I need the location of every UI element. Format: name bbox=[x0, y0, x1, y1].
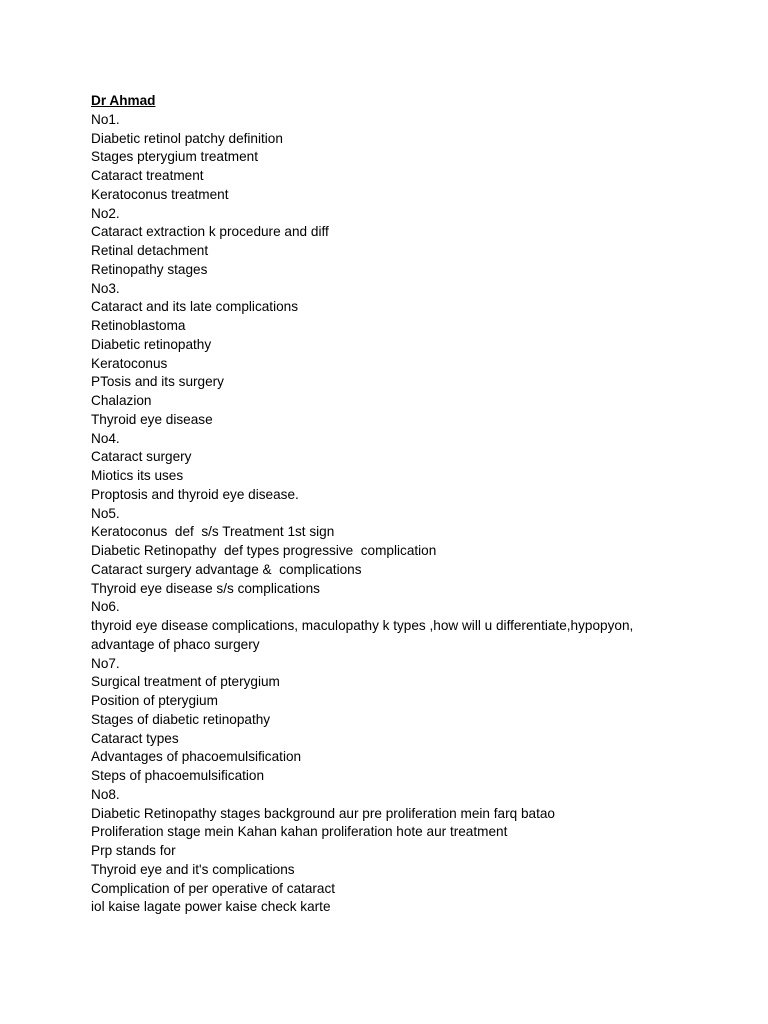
question-line: Surgical treatment of pterygium bbox=[91, 674, 280, 690]
question-line: Proptosis and thyroid eye disease. bbox=[91, 486, 299, 502]
question-line: advantage of phaco surgery bbox=[91, 636, 260, 652]
section-number: No2. bbox=[91, 205, 120, 221]
question-line: Prp stands for bbox=[91, 843, 176, 858]
question-line: Thyroid eye disease bbox=[91, 411, 213, 427]
question-line: Keratoconus def s/s Treatment 1st sign bbox=[91, 524, 335, 540]
question-line: Stages pterygium treatment bbox=[91, 149, 258, 165]
question-line: Stages of diabetic retinopathy bbox=[91, 711, 271, 727]
question-line: Diabetic Retinopathy def types progressive complication bbox=[91, 543, 437, 558]
question-line: Cataract types bbox=[91, 730, 179, 746]
question-line: Thyroid eye disease s/s complications bbox=[91, 580, 320, 596]
question-line: Cataract treatment bbox=[91, 168, 204, 183]
question-line: Diabetic retinol patchy definition bbox=[91, 130, 283, 146]
question-line: Position of pterygium bbox=[91, 693, 218, 708]
section-number: No6. bbox=[91, 599, 120, 615]
question-line: Advantages of phacoemulsification bbox=[91, 749, 302, 765]
question-line: Cataract extraction k procedure and diff bbox=[91, 224, 329, 240]
question-line: thyroid eye disease complications, maculopathy k types ,how will u differentiate,hypopyon, bbox=[91, 618, 634, 633]
question-line: Cataract surgery bbox=[91, 449, 192, 465]
question-line: Retinoblastoma bbox=[91, 318, 186, 333]
question-line: Complication of per operative of cataract bbox=[91, 880, 336, 896]
section-number: No3. bbox=[91, 280, 120, 296]
question-line: Proliferation stage mein Kahan kahan proliferation hote aur treatment bbox=[91, 824, 508, 840]
question-line: Keratoconus treatment bbox=[91, 186, 229, 202]
question-line: Steps of phacoemulsification bbox=[91, 768, 265, 783]
section-number: No5. bbox=[91, 505, 120, 521]
question-line: Cataract surgery advantage & complications bbox=[91, 561, 362, 577]
question-line: Cataract and its late complications bbox=[91, 299, 299, 315]
section-number: No8. bbox=[91, 786, 120, 802]
document-body bbox=[91, 92, 731, 917]
question-line: Retinopathy stages bbox=[91, 261, 208, 277]
question-line: iol kaise lagate power kaise check karte bbox=[91, 899, 331, 915]
question-line: Keratoconus bbox=[91, 355, 168, 371]
section-number: No1. bbox=[91, 111, 120, 127]
document-title: Dr Ahmad bbox=[91, 93, 156, 108]
question-line: Retinal detachment bbox=[91, 243, 209, 258]
question-list bbox=[91, 111, 731, 917]
question-line: PTosis and its surgery bbox=[91, 374, 224, 390]
question-line: Diabetic Retinopathy stages background aur pre proliferation mein farq batao bbox=[91, 805, 555, 821]
question-line: Chalazion bbox=[91, 393, 152, 408]
section-number: No7. bbox=[91, 655, 120, 671]
question-line: Diabetic retinopathy bbox=[91, 336, 212, 352]
section-number: No4. bbox=[91, 430, 120, 446]
question-line: Thyroid eye and it's complications bbox=[91, 861, 295, 877]
question-line: Miotics its uses bbox=[91, 468, 184, 483]
